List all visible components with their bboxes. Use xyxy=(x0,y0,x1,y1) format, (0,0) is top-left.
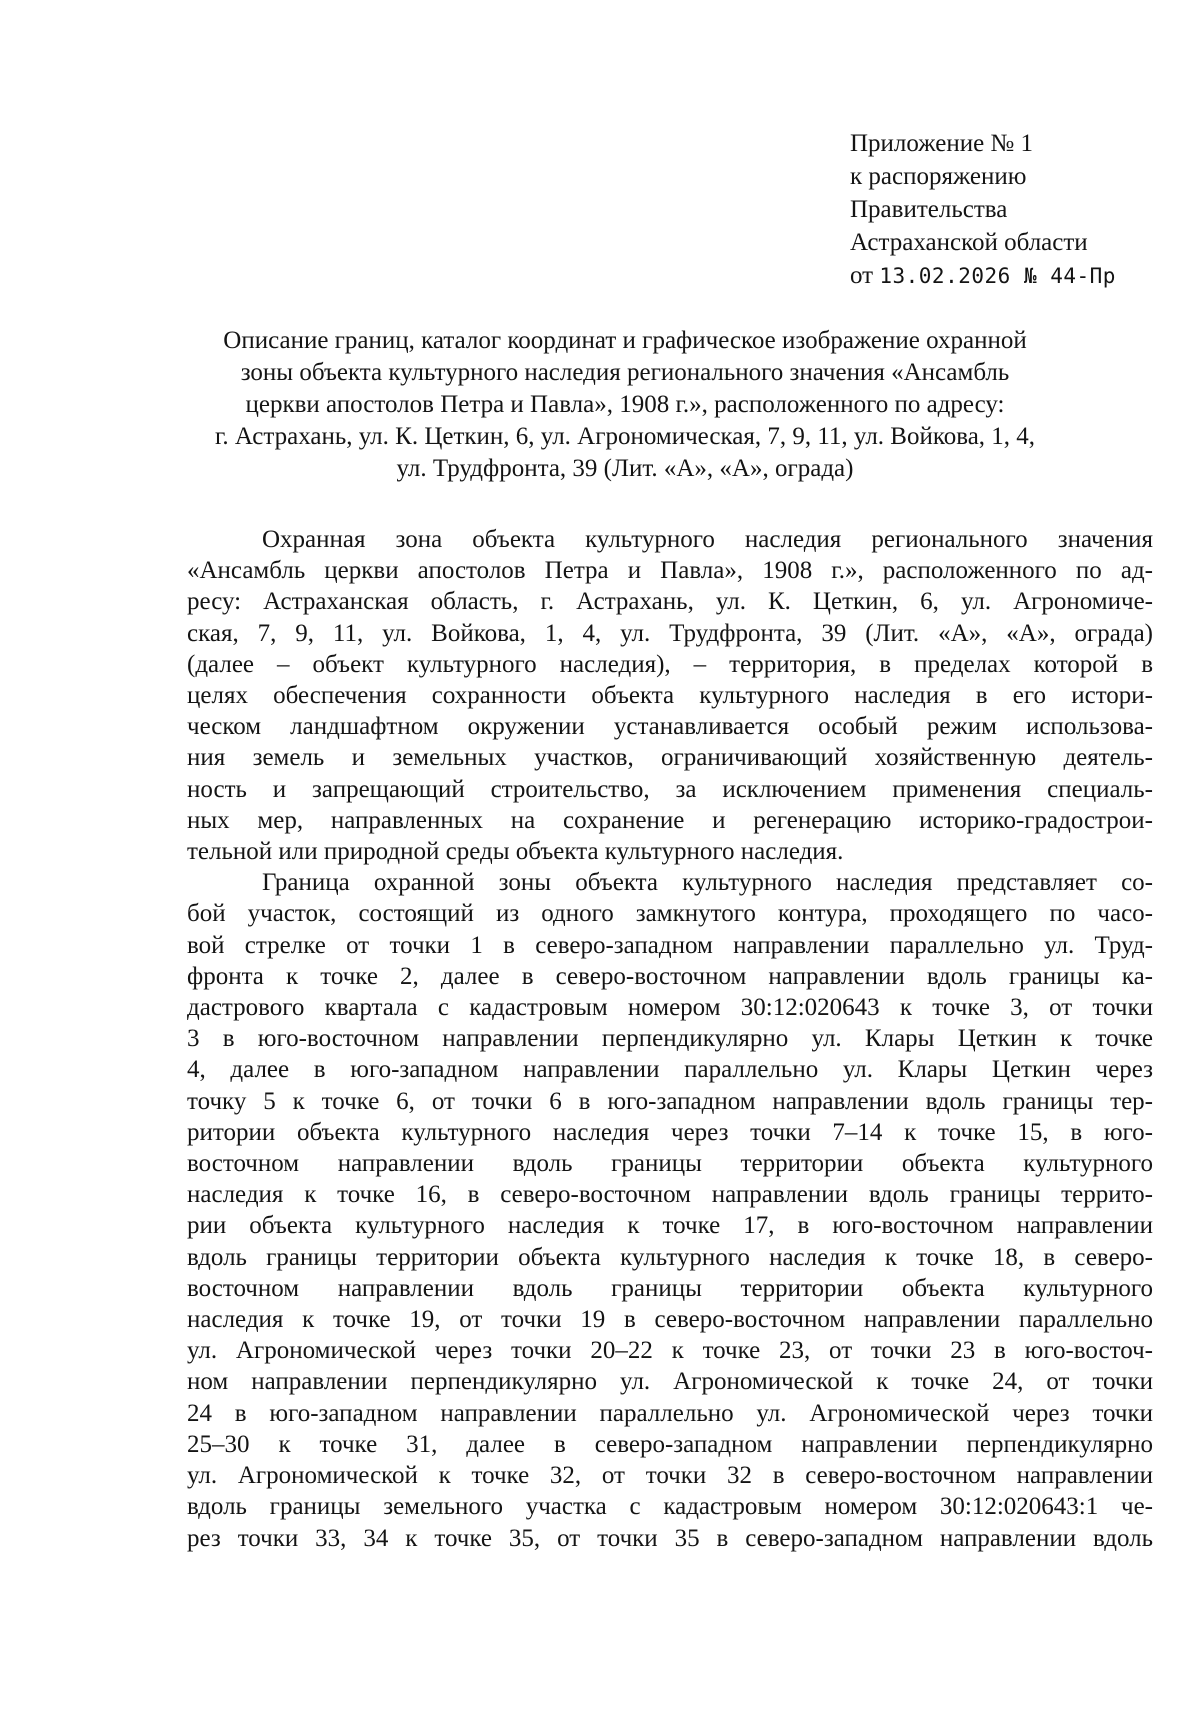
text-line: (далее – объект культурного наследия), – территория, в пределах которой в xyxy=(187,650,1153,678)
order-number: 13.02.2026 № 44-Пр xyxy=(879,264,1116,288)
text-line: ул. Агрономической через точки 20–22 к точке 23, от точки 23 в юго-восточ- xyxy=(187,1337,1153,1365)
title-line: г. Астрахань, ул. К. Цеткин, 6, ул. Агрономическая, 7, 9, 11, ул. Войкова, 1, 4, xyxy=(214,423,1036,450)
text-line: 24 в юго-западном направлении параллельно ул. Агрономической через точки xyxy=(187,1399,1153,1427)
text-line: Граница охранной зоны объекта культурного наследия представляет со- xyxy=(262,869,1153,897)
title-line: церкви апостолов Петра и Павла», 1908 г.», расположенного по адресу: xyxy=(245,391,1005,418)
text-line: ных мер, направленных на сохранение и регенерацию историко-градострои- xyxy=(187,806,1153,834)
text-line: ческом ландшафтном окружении устанавливается особый режим использова- xyxy=(187,713,1153,741)
text-line: 4, далее в юго-западном направлении параллельно ул. Клары Цеткин через xyxy=(187,1056,1153,1084)
title-line: Описание границ, каталог координат и графическое изображение охранной xyxy=(223,327,1027,354)
text-line: бой участок, состоящий из одного замкнутого контура, проходящего по часо- xyxy=(187,900,1153,928)
text-line: ул. Агрономической к точке 32, от точки 32 в северо-восточном направлении xyxy=(187,1462,1153,1490)
text-line: ность и запрещающий строительство, за исключением применения специаль- xyxy=(187,775,1153,803)
text-line: ритории объекта культурного наследия через точки 7–14 к точке 15, в юго- xyxy=(187,1118,1153,1146)
text-line: восточном направлении вдоль границы территории объекта культурного xyxy=(187,1150,1153,1178)
text-line: ресу: Астраханская область, г. Астрахань, ул. К. Цеткин, 6, ул. Агрономиче- xyxy=(187,588,1153,616)
title-line: зоны объекта культурного наследия регионального значения «Ансамбль xyxy=(240,359,1010,386)
appendix-line: Правительства xyxy=(850,196,1008,223)
text-line: наследия к точке 19, от точки 19 в северо-восточном направлении параллельно xyxy=(187,1306,1153,1334)
appendix-header xyxy=(850,127,1170,293)
appendix-line: Приложение № 1 xyxy=(850,130,1034,157)
text-line: дастрового квартала с кадастровым номером 30:12:020643 к точке 3, от точки xyxy=(187,994,1153,1022)
text-line: вдоль границы территории объекта культурного наследия к точке 18, в северо- xyxy=(187,1243,1153,1271)
title-line: ул. Трудфронта, 39 (Лит. «А», «А», ограда) xyxy=(396,455,854,482)
text-line: ния земель и земельных участков, ограничивающий хозяйственную деятель- xyxy=(187,744,1153,772)
text-line: «Ансамбль церкви апостолов Петра и Павла», 1908 г.», расположенного по ад- xyxy=(187,557,1153,585)
text-line: восточном направлении вдоль границы территории объекта культурного xyxy=(187,1274,1153,1302)
text-line: вой стрелке от точки 1 в северо-западном направлении параллельно ул. Труд- xyxy=(187,931,1153,959)
text-line: целях обеспечения сохранности объекта культурного наследия в его истори- xyxy=(187,682,1153,710)
order-date-number xyxy=(850,259,1170,293)
text-line: рии объекта культурного наследия к точке 17, в юго-восточном направлении xyxy=(187,1212,1153,1240)
paragraph-boundary-description xyxy=(187,867,1153,1553)
appendix-line: Астраханской области xyxy=(850,229,1088,256)
text-line: ном направлении перпендикулярно ул. Агрономической к точке 24, от точки xyxy=(187,1368,1153,1396)
text-line: вдоль границы земельного участка с кадастровым номером 30:12:020643:1 че- xyxy=(187,1493,1153,1521)
text-line: фронта к точке 2, далее в северо-восточном направлении вдоль границы ка- xyxy=(187,962,1153,990)
text-line: 3 в юго-восточном направлении перпендикулярно ул. Клары Цеткин к точке xyxy=(187,1025,1153,1053)
text-line: 25–30 к точке 31, далее в северо-западном направлении перпендикулярно xyxy=(187,1430,1153,1458)
text-line: точку 5 к точке 6, от точки 6 в юго-западном направлении вдоль границы тер- xyxy=(187,1087,1153,1115)
text-line: тельной или природной среды объекта культурного наследия. xyxy=(187,838,844,866)
text-line: ская, 7, 9, 11, ул. Войкова, 1, 4, ул. Трудфронта, 39 (Лит. «А», «А», ограда) xyxy=(187,619,1153,647)
order-prefix: от xyxy=(850,262,880,289)
appendix-line: к распоряжению xyxy=(850,163,1027,190)
paragraph-protection-zone xyxy=(187,524,1153,867)
document-title xyxy=(150,325,1100,485)
text-line: наследия к точке 16, в северо-восточном направлении вдоль границы террито- xyxy=(187,1181,1153,1209)
text-line: Охранная зона объекта культурного наследия регионального значения xyxy=(262,526,1153,553)
document-body xyxy=(187,524,1153,1554)
text-line: рез точки 33, 34 к точке 35, от точки 35 в северо-западном направлении вдоль xyxy=(187,1524,1153,1552)
